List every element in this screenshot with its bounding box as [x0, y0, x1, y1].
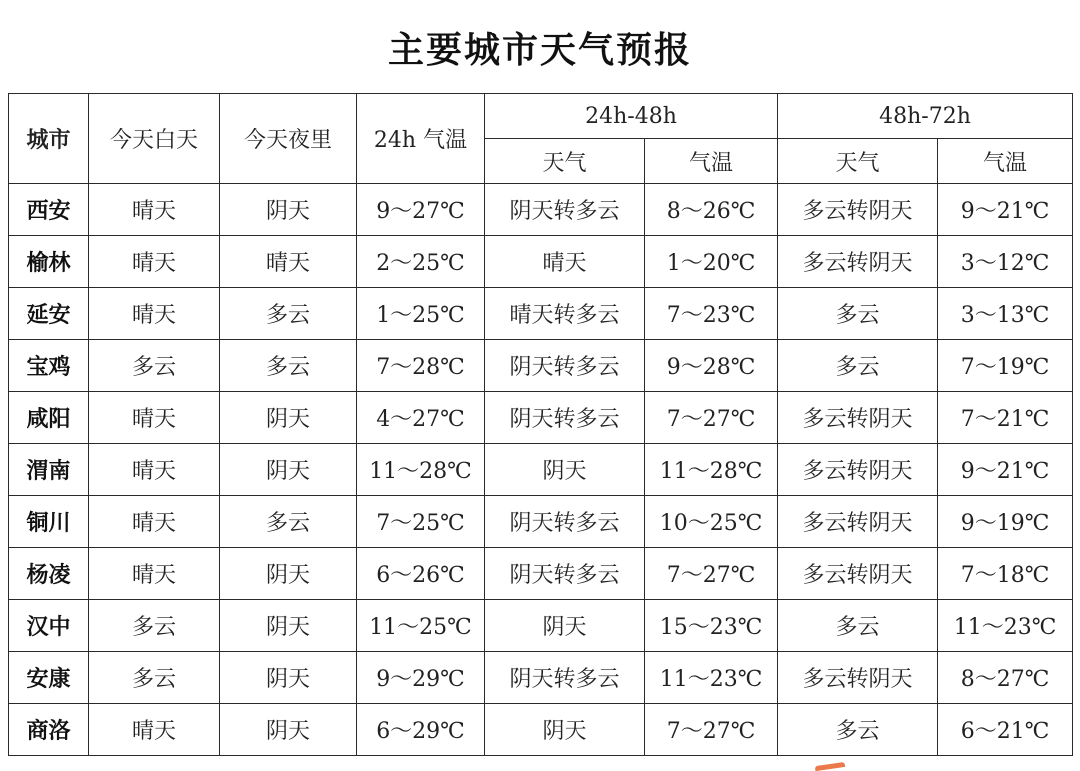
header-today-night: 今天夜里	[220, 94, 357, 184]
cell-city: 汉中	[9, 600, 89, 652]
cell-weather-48: 阴天转多云	[485, 496, 645, 548]
cell-weather-48: 阴天	[485, 704, 645, 756]
table-row	[9, 184, 1073, 236]
cell-weather-72: 多云转阴天	[778, 548, 938, 600]
cell-today-night: 多云	[220, 288, 357, 340]
cell-temp-48: 11～23℃	[645, 652, 778, 704]
table-row	[9, 652, 1073, 704]
cell-city: 杨凌	[9, 548, 89, 600]
cell-temp-48: 9～28℃	[645, 340, 778, 392]
cell-weather-48: 阴天转多云	[485, 340, 645, 392]
cell-temp-48: 10～25℃	[645, 496, 778, 548]
cell-today-night: 阴天	[220, 652, 357, 704]
cell-today-day: 晴天	[89, 288, 220, 340]
cell-today-night: 阴天	[220, 600, 357, 652]
cell-temp-24h: 9～27℃	[357, 184, 485, 236]
header-weather-72: 天气	[778, 139, 938, 184]
cell-temp-48: 8～26℃	[645, 184, 778, 236]
cell-weather-72: 多云	[778, 704, 938, 756]
cell-temp-72: 3～12℃	[938, 236, 1073, 288]
cell-city: 西安	[9, 184, 89, 236]
cell-today-day: 多云	[89, 600, 220, 652]
cell-weather-72: 多云	[778, 340, 938, 392]
cell-today-day: 晴天	[89, 548, 220, 600]
cell-today-day: 多云	[89, 340, 220, 392]
cell-city: 商洛	[9, 704, 89, 756]
cell-weather-72: 多云转阴天	[778, 444, 938, 496]
cell-weather-48: 阴天	[485, 600, 645, 652]
cell-weather-72: 多云转阴天	[778, 652, 938, 704]
table-row	[9, 548, 1073, 600]
cell-today-night: 阴天	[220, 392, 357, 444]
cell-temp-24h: 1～25℃	[357, 288, 485, 340]
cell-city: 咸阳	[9, 392, 89, 444]
cell-temp-24h: 7～28℃	[357, 340, 485, 392]
cell-city: 渭南	[9, 444, 89, 496]
header-period-48-72: 48h-72h	[778, 94, 1073, 139]
cell-temp-48: 7～27℃	[645, 548, 778, 600]
cell-today-night: 阴天	[220, 704, 357, 756]
cell-today-day: 晴天	[89, 704, 220, 756]
cell-today-day: 晴天	[89, 184, 220, 236]
cell-weather-72: 多云转阴天	[778, 184, 938, 236]
cell-temp-48: 11～28℃	[645, 444, 778, 496]
cell-weather-48: 阴天转多云	[485, 184, 645, 236]
forecast-table	[8, 93, 1073, 756]
cell-today-day: 晴天	[89, 392, 220, 444]
cell-temp-24h: 4～27℃	[357, 392, 485, 444]
cell-today-night: 阴天	[220, 548, 357, 600]
cell-temp-72: 7～19℃	[938, 340, 1073, 392]
header-temp-48: 气温	[645, 139, 778, 184]
cell-temp-72: 11～23℃	[938, 600, 1073, 652]
cell-temp-48: 7～23℃	[645, 288, 778, 340]
cell-temp-24h: 2～25℃	[357, 236, 485, 288]
table-row	[9, 600, 1073, 652]
cell-temp-72: 3～13℃	[938, 288, 1073, 340]
cell-today-day: 晴天	[89, 444, 220, 496]
cell-city: 铜川	[9, 496, 89, 548]
cell-temp-72: 6～21℃	[938, 704, 1073, 756]
cell-today-day: 晴天	[89, 496, 220, 548]
cell-today-night: 阴天	[220, 184, 357, 236]
cell-weather-72: 多云	[778, 288, 938, 340]
table-row	[9, 496, 1073, 548]
header-city: 城市	[9, 94, 89, 184]
cell-temp-24h: 9～29℃	[357, 652, 485, 704]
cell-today-night: 晴天	[220, 236, 357, 288]
header-temp-24h: 24h 气温	[357, 94, 485, 184]
cell-temp-72: 9～21℃	[938, 444, 1073, 496]
cell-weather-48: 晴天	[485, 236, 645, 288]
cell-weather-72: 多云	[778, 600, 938, 652]
cell-temp-48: 7～27℃	[645, 704, 778, 756]
cell-temp-24h: 11～25℃	[357, 600, 485, 652]
cell-weather-72: 多云转阴天	[778, 392, 938, 444]
cell-temp-24h: 6～26℃	[357, 548, 485, 600]
header-temp-72: 气温	[938, 139, 1073, 184]
cell-temp-48: 7～27℃	[645, 392, 778, 444]
cell-city: 安康	[9, 652, 89, 704]
header-weather-48: 天气	[485, 139, 645, 184]
table-row	[9, 444, 1073, 496]
header-today-day: 今天白天	[89, 94, 220, 184]
cell-today-night: 多云	[220, 340, 357, 392]
cell-temp-72: 9～21℃	[938, 184, 1073, 236]
cell-temp-24h: 6～29℃	[357, 704, 485, 756]
cell-temp-72: 8～27℃	[938, 652, 1073, 704]
header-row-primary	[9, 94, 1073, 139]
cell-temp-24h: 11～28℃	[357, 444, 485, 496]
cell-weather-72: 多云转阴天	[778, 236, 938, 288]
cell-temp-48: 1～20℃	[645, 236, 778, 288]
cell-temp-72: 7～21℃	[938, 392, 1073, 444]
forecast-body	[9, 184, 1073, 756]
cell-weather-48: 阴天转多云	[485, 652, 645, 704]
cell-today-day: 晴天	[89, 236, 220, 288]
header-period-24-48: 24h-48h	[485, 94, 778, 139]
cell-today-night: 阴天	[220, 444, 357, 496]
cell-city: 榆林	[9, 236, 89, 288]
table-row	[9, 288, 1073, 340]
cell-temp-48: 15～23℃	[645, 600, 778, 652]
table-row	[9, 340, 1073, 392]
page-title: 主要城市天气预报	[387, 30, 692, 71]
cell-temp-72: 9～19℃	[938, 496, 1073, 548]
cell-today-day: 多云	[89, 652, 220, 704]
table-row	[9, 704, 1073, 756]
cell-weather-72: 多云转阴天	[778, 496, 938, 548]
cell-city: 宝鸡	[9, 340, 89, 392]
cell-weather-48: 阴天转多云	[485, 392, 645, 444]
cell-weather-48: 晴天转多云	[485, 288, 645, 340]
cell-weather-48: 阴天转多云	[485, 548, 645, 600]
table-row	[9, 392, 1073, 444]
cell-temp-24h: 7～25℃	[357, 496, 485, 548]
watermark-mark	[815, 762, 845, 771]
cell-today-night: 多云	[220, 496, 357, 548]
table-row	[9, 236, 1073, 288]
cell-temp-72: 7～18℃	[938, 548, 1073, 600]
cell-weather-48: 阴天	[485, 444, 645, 496]
cell-city: 延安	[9, 288, 89, 340]
